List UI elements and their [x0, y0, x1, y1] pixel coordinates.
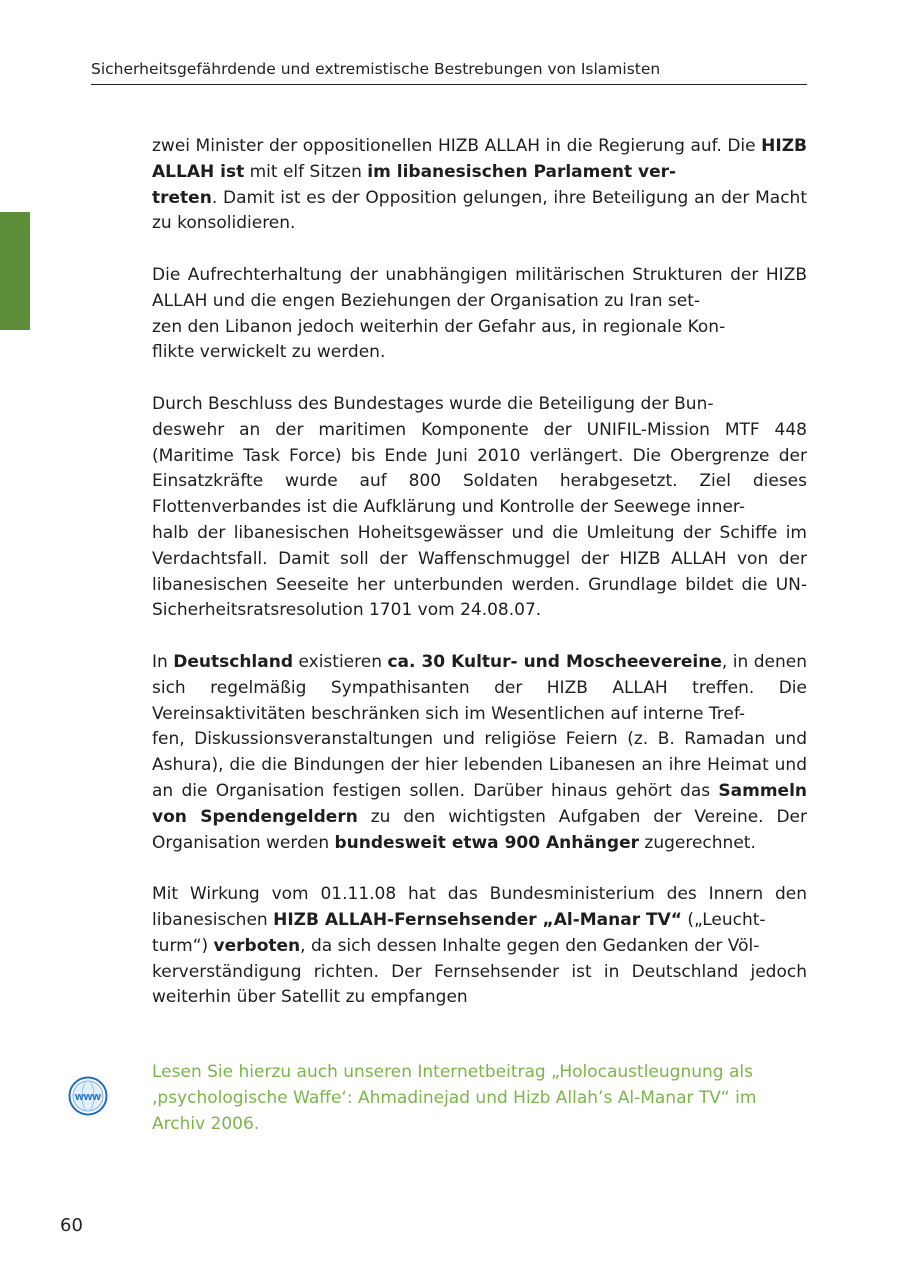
- text-run: flikte verwickelt zu werden.: [152, 342, 386, 363]
- text-run: Durch Beschluss des Bundestages wurde die Beteiligung der Bun: [152, 393, 708, 414]
- text-run: zwei Minister der oppositionellen HIZB ALLAH in die Regierung auf. Die: [152, 136, 762, 156]
- text-run: treten: [152, 187, 212, 208]
- bold-run: ca. 30 Kultur- und Moscheevereine: [387, 651, 722, 672]
- text-run: existieren: [293, 651, 388, 672]
- text-run: mit elf Sitzen: [244, 161, 368, 182]
- www-icon-label: www: [75, 1091, 101, 1103]
- text-run: zu den wichtigsten Aufgaben der Vereine. Der Organisation werden: [152, 806, 807, 853]
- text-run: In: [152, 651, 174, 672]
- internet-reference-link[interactable]: Lesen Sie hierzu auch unseren Internetbeitrag „Holocaustleugnung als ‚psychologische Waffe‘: Ahmadinejad und Hizb Allah’s Al-Manar TV“ im Archiv 2006.: [152, 1062, 757, 1134]
- bold-run: HIZB ALLAH ist: [152, 136, 807, 182]
- text-run: deswehr an der maritimen Komponente der UNIFIL-Mission MTF 448 (Maritime Task Force) bis Ende Juni 2010 verlängert. Die Obergrenze der Einsatzkräfte wurde auf 800 Soldaten herabgesetzt. Ziel dieses Flottenverbandes ist die Aufklärung und Kontrolle der Seewege inner: [152, 419, 807, 518]
- bold-run: Sammeln von Spendengeldern: [152, 780, 807, 827]
- paragraph-5: Mit Wirkung vom 01.11.08 hat das Bundesministerium des Innern den libanesischen HIZB ALLAH-Fernsehsender „Al-Manar TV“ („Leucht- turm“) verboten, da sich dessen Inhalte gegen den Gedanken der Völ- kerverständigung richten. Der Fernsehsender ist in Deutschland jedoch weiterhin über Satellit zu empfangen: [152, 884, 807, 1008]
- text-run: turm“): [152, 935, 214, 956]
- paragraph-2: Die Aufrechterhaltung der unabhängigen militärischen Strukturen der HIZB ALLAH und die engen Beziehungen der Organisation zu Iran set- zen den Libanon jedoch weiterhin der Gefahr aus, in regionale Kon- flikte verwickelt zu werden.: [152, 264, 807, 363]
- text-run: („Leucht: [681, 909, 760, 930]
- text-run: im libanesischen Parlament ver: [367, 161, 670, 182]
- text-run: . Damit ist es der Opposition gelungen, ihre Beteiligung an der Macht zu konsolidieren.: [152, 187, 807, 234]
- body-text: [152, 134, 807, 1037]
- www-globe-icon[interactable]: [68, 1076, 108, 1116]
- paragraph-3: Durch Beschluss des Bundestages wurde die Beteiligung der Bun- deswehr an der maritimen Komponente der UNIFIL-Mission MTF 448 (Maritime Task Force) bis Ende Juni 2010 verlängert. Die Obergrenze der Einsatzkräfte wurde auf 800 Soldaten herabgesetzt. Ziel dieses Flottenverbandes ist die Aufklärung und Kontrolle der Seewege inner- halb der libanesischen Hoheitsgewässer und die Umleitung der Schiffe im Verdachtsfall. Damit soll der Waffenschmuggel der HIZB ALLAH von der libanesischen Seeseite her unterbunden werden. Grundlage bildet die UN-Sicherheitsratsresolution 1701 vom 24.08.07.: [152, 393, 807, 621]
- text-run: halb der libanesischen Hoheitsgewässer und die Umleitung der Schiffe im Verdachtsfall. Damit soll der Waffenschmuggel der HIZB ALLAH von der libanesischen Seeseite her unterbunden werden. Grundlage bildet die UN-Sicherheitsratsresolution 1701 vom 24.08.07.: [152, 522, 807, 621]
- bold-run: HIZB ALLAH-Fernsehsender „Al-Manar TV“: [273, 909, 682, 930]
- text-run: Mit Wirkung vom 01.11.08 hat das Bundesministerium des Innern den libanesischen: [152, 884, 807, 930]
- chapter-tab-marker: [0, 212, 30, 330]
- bold-run: verboten: [213, 935, 301, 956]
- bold-run: im libanesischen Parlament ver- treten: [152, 161, 677, 208]
- text-run: zugerechnet.: [639, 832, 756, 853]
- text-run: , da sich dessen Inhalte gegen den Gedanken der Völ: [300, 935, 754, 956]
- paragraph-4: In Deutschland existieren ca. 30 Kultur- und Moscheevereine, in denen sich regelmäßig Sympathisanten der HIZB ALLAH treffen. Die Vereinsaktivitäten beschränken sich im Wesentlichen auf interne Tref- fen, Diskussionsveranstaltungen und religiöse Feiern (z. B. Ramadan und Ashura), die die Bindungen der hier lebenden Libanesen an ihre Heimat und an die Organisation festigen sollen. Darüber hinaus gehört das Sammeln von Spendengeldern zu den wichtigsten Aufgaben der Vereine. Der Organisation werden bundesweit etwa 900 Anhänger zugerechnet.: [152, 651, 807, 853]
- bold-run: Deutschland: [173, 651, 294, 672]
- running-header: Sicherheitsgefährdende und extremistische Bestrebungen von Islamisten: [91, 60, 807, 85]
- text-run: zen den Libanon jedoch weiterhin der Gefahr aus, in regionale Kon: [152, 316, 720, 337]
- paragraph-1: [152, 134, 807, 237]
- text-run: Die Aufrechterhaltung der unabhängigen militärischen Strukturen der HIZB ALLAH und die engen Beziehungen der Organisation zu Iran set: [152, 264, 807, 311]
- text-run: fen, Diskussionsveranstaltungen und religiöse Feiern (z. B. Ramadan und Ashura), die die Bindungen der hier lebenden Libanesen an ihre Heimat und an die Organisation festigen sollen. Darüber hinaus gehört das: [152, 729, 807, 801]
- bold-run: bundesweit etwa 900 Anhänger: [334, 832, 639, 853]
- text-run: kerverständigung richten. Der Fernsehsender ist in Deutschland jedoch weiterhin über Satellit zu empfangen: [152, 961, 807, 1008]
- text-run: , in denen sich regelmäßig Sympathisanten der HIZB ALLAH treffen. Die Vereinsaktivitäten beschränken sich im Wesentlichen auf interne Tref: [152, 651, 807, 724]
- page-number: 60: [60, 1215, 83, 1236]
